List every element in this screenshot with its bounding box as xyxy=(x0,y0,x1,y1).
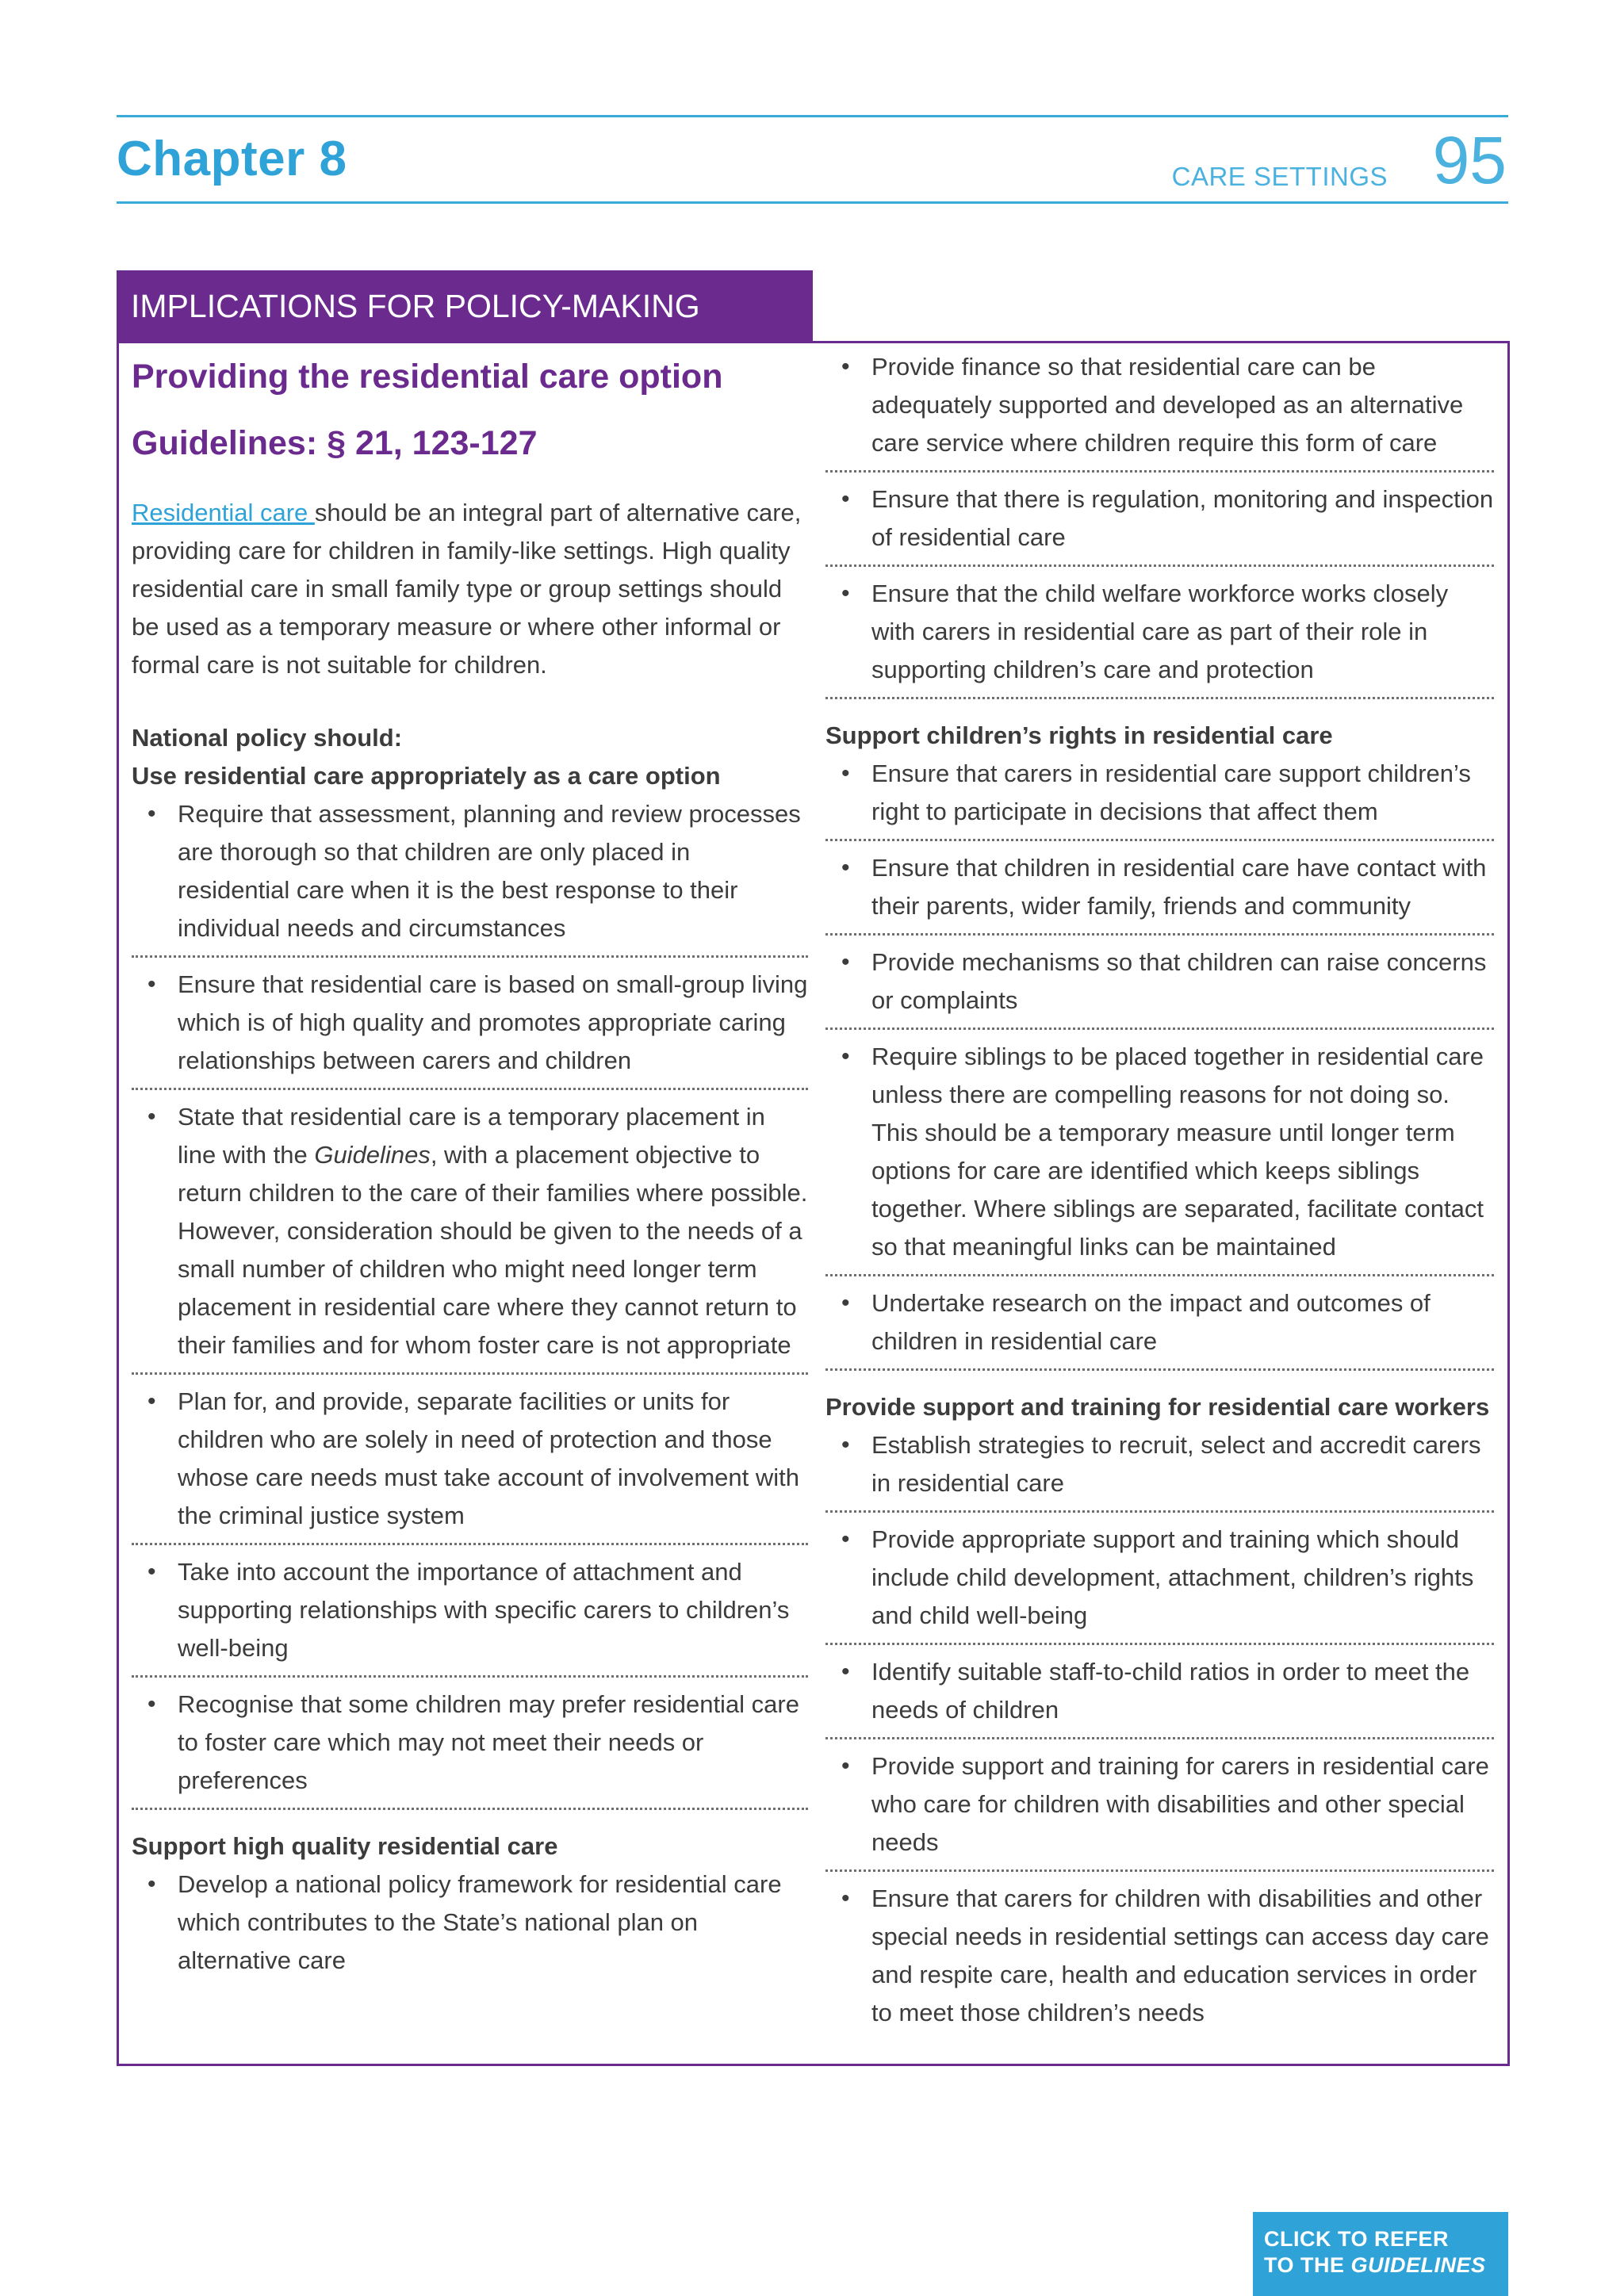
bullet-list xyxy=(825,1426,1494,2040)
list-item: • Ensure that the child welfare workforce works closely with carers in residential care as part of their role in supporting children’s care and protection xyxy=(825,575,1494,699)
section-heading: Use residential care appropriately as a care option xyxy=(132,762,721,790)
list-item: • Plan for, and provide, separate facilities or units for children who are solely in need of protection and those whose care needs must take account of involvement with the criminal justice system xyxy=(132,1383,808,1545)
policy-section xyxy=(132,757,808,1810)
left-column xyxy=(132,343,808,1996)
section-heading: Support children’s rights in residential care xyxy=(825,721,1333,749)
list-item: • Provide mechanisms so that children can raise concerns or complaints xyxy=(825,943,1494,1030)
policy-box xyxy=(117,341,1510,2066)
header-rule-top xyxy=(117,115,1508,117)
policy-section xyxy=(825,348,1494,699)
bullet-list xyxy=(132,1866,808,1988)
bullet-list xyxy=(825,755,1494,1371)
header-rule-bottom xyxy=(117,201,1508,204)
right-sections xyxy=(825,343,1494,2040)
bullet-list xyxy=(825,348,1494,699)
list-item: • Ensure that carers for children with disabilities and other special needs in residential settings can access day care and respite care, health and education services in order to meet those children’s needs xyxy=(825,1880,1494,2040)
cta-guidelines-emphasis: GUIDELINES xyxy=(1350,2253,1486,2277)
list-item: • State that residential care is a temporary placement in line with the Guidelines, with a placement objective to return children to the care of their families where possible. However, consideration should be given to the needs of a small number of children who might need longer term placement in residential care where they cannot return to their families and for whom foster care is not appropriate xyxy=(132,1098,808,1375)
list-item: • Identify suitable staff-to-child ratios in order to meet the needs of children xyxy=(825,1653,1494,1739)
right-column xyxy=(825,343,1494,2048)
cta-line-2: TO THE GUIDELINES xyxy=(1264,2253,1486,2277)
refer-to-guidelines-button[interactable] xyxy=(1253,2212,1508,2296)
cta-line-1: CLICK TO REFER xyxy=(1264,2227,1450,2251)
policy-section xyxy=(132,1827,808,1988)
policy-section xyxy=(825,717,1494,1371)
intro-text: should be an integral part of alternative care, providing care for children in family-like settings. High quality residential care in small family type or group settings should be used as a temporary measure or where other informal or formal care is not suitable for children. xyxy=(132,499,802,679)
chapter-title: Chapter 8 xyxy=(117,132,347,186)
list-item: • Provide appropriate support and training which should include child development, attachment, children’s rights and child well-being xyxy=(825,1521,1494,1645)
page-number: 95 xyxy=(1432,123,1507,197)
list-item: • Provide finance so that residential care can be adequately supported and developed as an alternative care service where children require this form of care xyxy=(825,348,1494,473)
left-sections xyxy=(132,757,808,1988)
guidelines-reference: Guidelines: § 21, 123-127 xyxy=(132,424,538,462)
list-item: • Ensure that there is regulation, monitoring and inspection of residential care xyxy=(825,480,1494,567)
section-heading: Support high quality residential care xyxy=(132,1832,558,1860)
policy-box-title: IMPLICATIONS FOR POLICY-MAKING xyxy=(117,270,813,342)
list-item: • Provide support and training for carers in residential care who care for children with disabilities and other special needs xyxy=(825,1747,1494,1872)
list-item: • Recognise that some children may prefer residential care to foster care which may not meet their needs or preferences xyxy=(132,1686,808,1810)
national-policy-label: National policy should: xyxy=(132,724,403,752)
list-item: • Require that assessment, planning and review processes are thorough so that children are only placed in residential care when it is the best response to their individual needs and circumstances xyxy=(132,795,808,958)
policy-section xyxy=(825,1388,1494,2040)
box-heading: Providing the residential care option xyxy=(132,358,723,396)
list-item: • Ensure that residential care is based on small-group living which is of high quality and promotes appropriate caring relationships between carers and children xyxy=(132,966,808,1090)
bullet-list xyxy=(132,795,808,1810)
intro-paragraph xyxy=(132,494,808,684)
list-item: • Ensure that children in residential care have contact with their parents, wider family, friends and community xyxy=(825,849,1494,936)
section-label: CARE SETTINGS xyxy=(1171,162,1388,191)
list-item: • Take into account the importance of attachment and supporting relationships with specific carers to children’s well-being xyxy=(132,1553,808,1678)
list-item: • Require siblings to be placed together in residential care unless there are compelling reasons for not doing so. This should be a temporary measure until longer term options for care are identified which keeps siblings together. Where siblings are separated, facilitate contact so that meaningful links can be maintained xyxy=(825,1038,1494,1276)
list-item: • Establish strategies to recruit, select and accredit carers in residential care xyxy=(825,1426,1494,1513)
list-item: • Ensure that carers in residential care support children’s right to participate in decisions that affect them xyxy=(825,755,1494,841)
residential-care-link[interactable]: Residential care xyxy=(132,499,315,526)
list-item: • Undertake research on the impact and outcomes of children in residential care xyxy=(825,1284,1494,1371)
list-item: • Develop a national policy framework for residential care which contributes to the State’s national plan on alternative care xyxy=(132,1866,808,1988)
section-heading: Provide support and training for residential care workers xyxy=(825,1393,1490,1421)
